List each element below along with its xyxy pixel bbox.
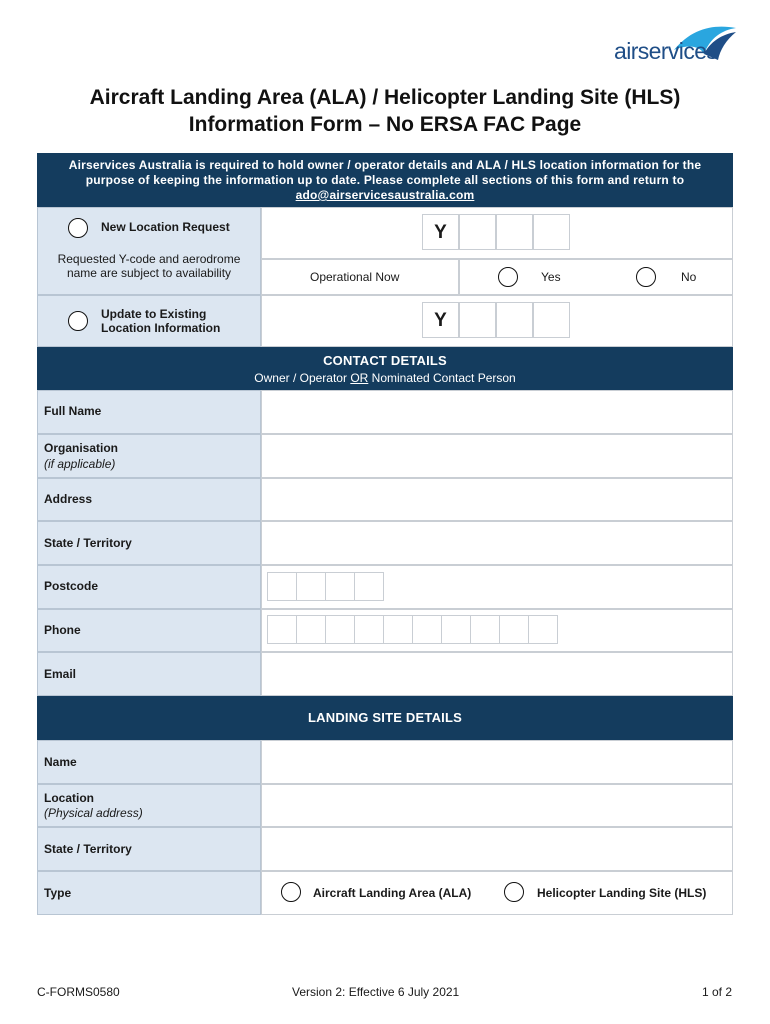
site-name-label: Name: [44, 755, 77, 769]
update-ycode-char-3[interactable]: [533, 302, 570, 338]
type-hls-label: Helicopter Landing Site (HLS): [537, 886, 707, 900]
phone-label: Phone: [44, 623, 81, 637]
postcode-digit-1[interactable]: [267, 572, 297, 601]
postcode-label: Postcode: [44, 579, 99, 593]
state-field[interactable]: [261, 521, 733, 565]
landing-site-header: [37, 696, 733, 740]
phone-digit-2[interactable]: [296, 615, 326, 644]
logo-wordmark: airservices: [614, 38, 718, 64]
operational-no-radio[interactable]: [636, 267, 656, 287]
phone-digit-9[interactable]: [499, 615, 529, 644]
type-label: Type: [44, 886, 72, 900]
site-name-field[interactable]: [261, 740, 733, 784]
landing-site-heading: LANDING SITE DETAILS: [308, 710, 462, 725]
email-field[interactable]: [261, 652, 733, 696]
address-field[interactable]: [261, 478, 733, 521]
site-state-label: State / Territory: [44, 842, 132, 856]
phone-digit-10[interactable]: [528, 615, 558, 644]
title-line-1: Aircraft Landing Area (ALA) / Helicopter Landing Site (HLS): [89, 86, 681, 109]
organisation-label: Organisation: [44, 441, 119, 455]
intro-text: Airservices Australia is required to hold owner / operator details and ALA / HLS location information for the purpose of keeping the information up to date. Please complete all sections of this form and return to: [68, 158, 702, 187]
email-label: Email: [44, 667, 77, 681]
update-location-label: [101, 307, 220, 335]
update-label-line-2: Location Information: [101, 321, 221, 335]
contact-email-link[interactable]: ado@airservicesaustralia.com: [295, 188, 475, 202]
phone-digit-4[interactable]: [354, 615, 384, 644]
operational-no-label: No: [681, 270, 697, 284]
contact-details-header: [37, 347, 733, 390]
postcode-digit-2[interactable]: [296, 572, 326, 601]
type-ala-radio[interactable]: [281, 882, 301, 902]
new-location-note: Requested Y-code and aerodrome name are subject to availability: [57, 252, 241, 280]
new-ycode-char-2[interactable]: [496, 214, 533, 250]
phone-digit-3[interactable]: [325, 615, 355, 644]
location-field[interactable]: [261, 784, 733, 827]
operational-yes-radio[interactable]: [498, 267, 518, 287]
new-location-label: New Location Request: [101, 220, 230, 234]
version-info: Version 2: Effective 6 July 2021: [292, 985, 460, 999]
update-ycode-prefix: Y: [422, 302, 459, 338]
new-ycode-char-3[interactable]: [533, 214, 570, 250]
update-ycode-char-1[interactable]: [459, 302, 496, 338]
form-code: C-FORMS0580: [37, 985, 120, 999]
page-title: [0, 84, 770, 138]
site-state-field[interactable]: [261, 827, 733, 871]
postcode-digit-3[interactable]: [325, 572, 355, 601]
full-name-field[interactable]: [261, 390, 733, 434]
location-note: (Physical address): [44, 806, 143, 820]
location-label: Location: [44, 791, 94, 805]
update-label-line-1: Update to Existing: [101, 307, 207, 321]
update-location-radio[interactable]: [68, 311, 88, 331]
intro-banner: [37, 153, 733, 207]
organisation-note: (if applicable): [44, 457, 116, 471]
operational-yes-label: Yes: [541, 270, 561, 284]
new-ycode-char-1[interactable]: [459, 214, 496, 250]
contact-details-subheading: [37, 371, 733, 385]
operational-now-label: Operational Now: [310, 270, 400, 284]
airservices-logo: [608, 20, 748, 68]
phone-digit-7[interactable]: [441, 615, 471, 644]
full-name-label: Full Name: [44, 404, 102, 418]
phone-digit-1[interactable]: [267, 615, 297, 644]
phone-digit-8[interactable]: [470, 615, 500, 644]
contact-details-heading: CONTACT DETAILS: [323, 353, 447, 368]
postcode-digit-4[interactable]: [354, 572, 384, 601]
type-hls-radio[interactable]: [504, 882, 524, 902]
address-label: Address: [44, 492, 93, 506]
update-ycode-char-2[interactable]: [496, 302, 533, 338]
subheading-part-2: Nominated Contact Person: [368, 371, 516, 385]
title-line-2: Information Form – No ERSA FAC Page: [188, 113, 582, 136]
subheading-part-1: Owner / Operator: [254, 371, 351, 385]
new-ycode-prefix: Y: [422, 214, 459, 250]
organisation-field[interactable]: [261, 434, 733, 478]
subheading-or: OR: [350, 371, 369, 385]
page-number: 1 of 2: [702, 985, 733, 999]
state-label: State / Territory: [44, 536, 132, 550]
new-location-radio[interactable]: [68, 218, 88, 238]
type-ala-label: Aircraft Landing Area (ALA): [313, 886, 472, 900]
phone-digit-5[interactable]: [383, 615, 413, 644]
phone-digit-6[interactable]: [412, 615, 442, 644]
